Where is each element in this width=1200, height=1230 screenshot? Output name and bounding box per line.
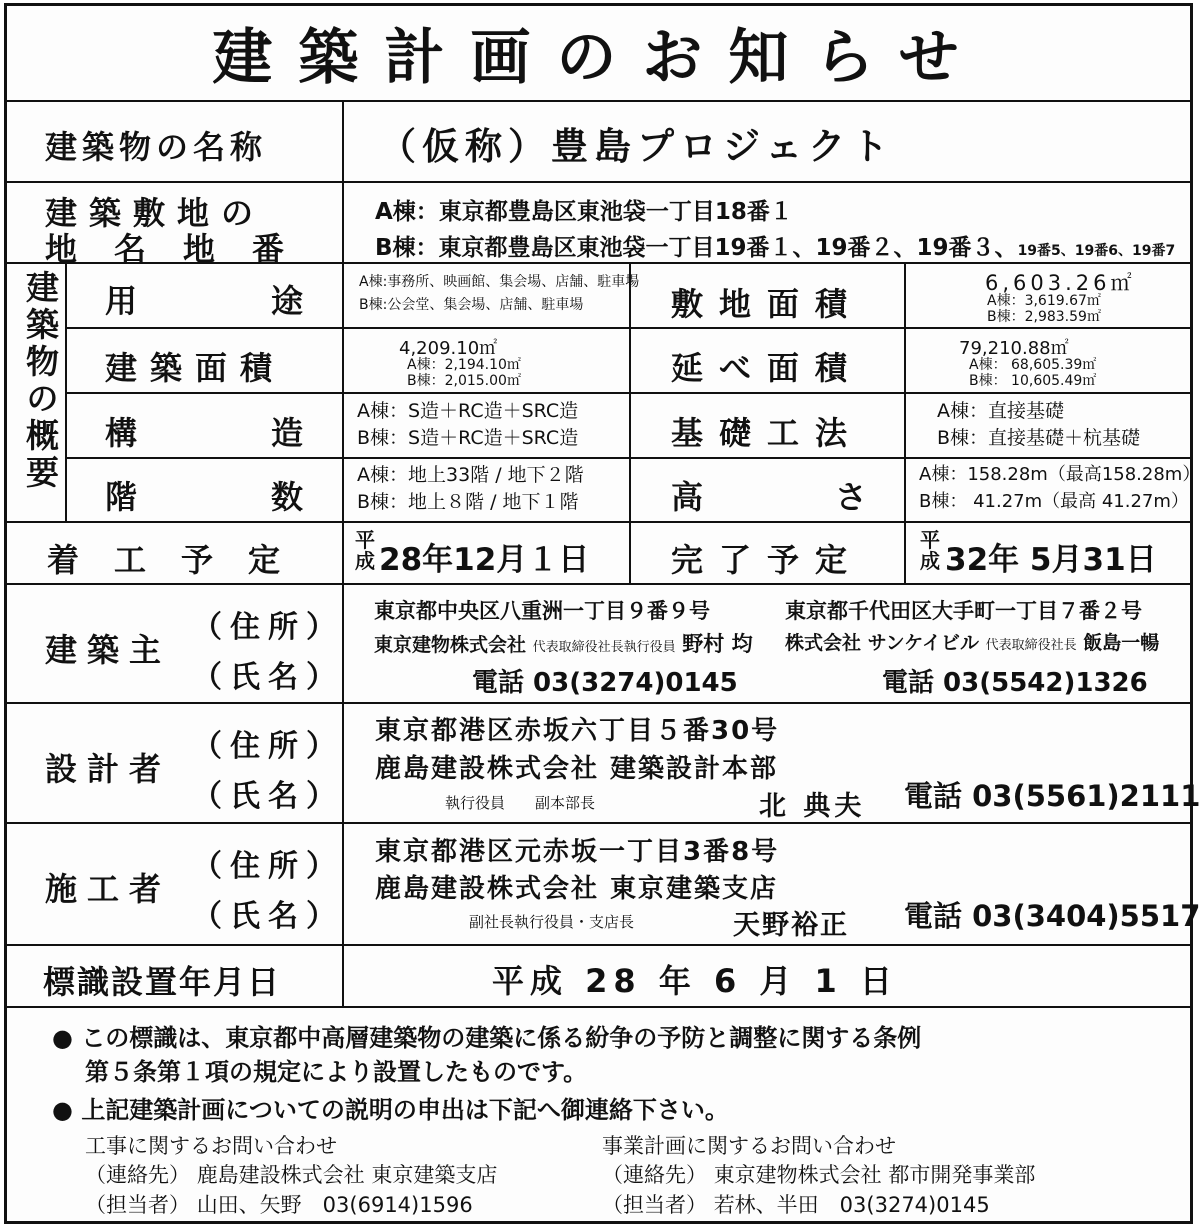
floors-a: A棟：地上33階 / 地下２階 (357, 464, 584, 486)
designer-company: 鹿島建設株式会社 建築設計本部 (375, 754, 779, 784)
site-area-b: B棟：2,983.59㎡ (987, 309, 1101, 325)
building-area-total: 4,209.10㎡ (399, 338, 498, 359)
start-date: 28年12月１日 (379, 542, 590, 578)
label-char: 数 (270, 478, 303, 516)
rule (7, 702, 1190, 704)
construction-inquiry-heading: 工事に関するお問い合わせ (85, 1134, 337, 1158)
construction-person-value: 山田、矢野 03(6914)1596 (196, 1193, 473, 1217)
site-address-label-2: 地名地番 (45, 230, 322, 268)
rule (65, 327, 1190, 329)
rule (7, 521, 1190, 523)
designer-label: 設計者 (45, 750, 172, 788)
owner2-identity (785, 628, 1159, 655)
note1-line2: 第５条第１項の規定により設置したものです。 (85, 1058, 588, 1086)
owner1-name: 野村 均 (682, 632, 753, 656)
rule (629, 262, 631, 583)
use-label (105, 276, 303, 322)
start-era: 平成 (355, 528, 375, 573)
foundation-label: 基礎工法 (671, 414, 864, 452)
note2 (52, 1090, 729, 1125)
site-address-a-prefix: A棟： (375, 199, 439, 225)
structure-label (105, 408, 303, 454)
contractor-phone: 電話 03(3404)5517 (904, 899, 1200, 933)
construction-person (85, 1189, 473, 1219)
site-address-label-1: 建築敷地の (45, 194, 266, 232)
label-char: さ (834, 478, 867, 516)
site-address-a (375, 193, 793, 226)
floor-area-b: B棟： 10,605.49㎡ (969, 373, 1097, 389)
rule (65, 262, 67, 521)
completion-label: 完了予定 (671, 541, 864, 579)
designer-address-label: （住所） (192, 729, 344, 764)
owner-name-label: （氏名） (192, 660, 344, 695)
floors-b: B棟：地上８階 / 地下１階 (357, 491, 579, 513)
building-name-value: （仮称）豊島プロジェクト (379, 125, 895, 168)
building-area-b: B棟：2,015.00㎡ (407, 373, 521, 389)
rule (7, 100, 1190, 102)
designer-phone: 電話 03(5561)2111 (904, 779, 1200, 813)
construction-contact-label: （連絡先） (85, 1163, 190, 1187)
contractor-address: 東京都港区元赤坂一丁目3番8号 (375, 837, 780, 867)
overview-label: 建築物の概要 (21, 270, 60, 492)
rule (7, 181, 1190, 183)
construction-contact (85, 1159, 497, 1189)
label-char: 階 (105, 478, 138, 516)
use-a: A棟:事務所、映画館、集会場、店舗、駐車場 (359, 274, 640, 290)
foundation-a: A棟：直接基礎 (937, 400, 1064, 422)
owner2-address: 東京都千代田区大手町一丁目７番２号 (785, 599, 1142, 623)
label-char: 高 (671, 478, 704, 516)
rule (65, 457, 1190, 459)
floor-area-label: 延べ面積 (671, 349, 864, 387)
owner2-name: 飯島一暢 (1083, 632, 1160, 654)
designer-name: 北 典夫 (759, 791, 866, 822)
site-area-a: A棟：3,619.67㎡ (987, 293, 1101, 309)
business-person-label: （担当者） (602, 1193, 707, 1217)
rule (65, 392, 1190, 394)
contractor-address-label: （住所） (192, 849, 344, 884)
business-inquiry-heading: 事業計画に関するお問い合わせ (602, 1134, 896, 1158)
owner1-company: 東京建物株式会社 (374, 634, 527, 656)
building-name-label: 建築物の名称 (45, 128, 268, 166)
use-b: B棟:公会堂、集会場、店舗、駐車場 (359, 297, 584, 313)
contractor-label: 施工者 (45, 870, 172, 908)
business-contact-value: 東京建物株式会社 都市開発事業部 (713, 1163, 1036, 1187)
height-label (671, 472, 867, 518)
site-address-b (375, 229, 1175, 262)
floors-label (105, 472, 303, 518)
owner-label: 建築主 (45, 631, 172, 669)
site-area-total: 6,603.26㎡ (985, 271, 1136, 295)
designer-address: 東京都港区赤坂六丁目５番30号 (375, 716, 780, 746)
construction-person-label: （担当者） (85, 1193, 190, 1217)
contractor-title: 副社長執行役員・支店長 (469, 913, 635, 931)
note1-text: この標識は、東京都中高層建築物の建築に係る紛争の予防と調整に関する条例 (81, 1024, 922, 1052)
owner1-address: 東京都中央区八重洲一丁目９番９号 (374, 599, 710, 623)
note2-bullet: ● (52, 1096, 73, 1124)
business-contact (602, 1159, 1035, 1189)
rule (904, 262, 906, 583)
owner2-company: 株式会社 サンケイビル (785, 632, 979, 654)
note1-bullet: ● (52, 1024, 73, 1052)
floor-area-a: A棟： 68,605.39㎡ (969, 357, 1097, 373)
owner2-phone: 電話 03(5542)1326 (882, 668, 1148, 698)
designer-title: 執行役員 副本部長 (445, 794, 596, 812)
rule (7, 822, 1190, 824)
structure-a: A棟：S造＋RC造＋SRC造 (357, 400, 579, 422)
site-address-b-value: 東京都豊島区東池袋一丁目19番１、19番２、19番３、 (438, 235, 1018, 261)
building-area-label: 建築面積 (105, 349, 286, 387)
owner1-identity (374, 628, 753, 658)
business-person (602, 1189, 990, 1219)
contractor-name: 天野裕正 (733, 910, 849, 941)
contractor-company: 鹿島建設株式会社 東京建築支店 (375, 874, 779, 904)
start-label: 着工予定 (47, 541, 316, 579)
designer-name-label: （氏名） (192, 779, 344, 814)
sign-date-value: 平成 28 年 6 月 1 日 (492, 962, 898, 1000)
construction-contact-value: 鹿島建設株式会社 東京建築支店 (196, 1163, 498, 1187)
sign-date-label: 標識設置年月日 (43, 963, 282, 1001)
notice-board (4, 3, 1200, 1224)
owner1-title: 代表取締役社長執行役員 (532, 640, 676, 655)
owner2-title: 代表取締役社長 (985, 638, 1077, 653)
height-a: A棟：158.28m（最高158.28m） (919, 464, 1200, 485)
notice-title: 建築計画のお知らせ (212, 23, 985, 93)
business-person-value: 若林、半田 03(3274)0145 (713, 1193, 990, 1217)
floor-area-total: 79,210.88㎡ (959, 338, 1069, 359)
foundation-b: B棟：直接基礎＋杭基礎 (937, 427, 1141, 449)
site-address-b-small: 19番5、19番6、19番7 (1017, 243, 1176, 259)
rule (7, 944, 1190, 946)
note2-text: 上記建築計画についての説明の申出は下記へ御連絡下さい。 (81, 1096, 729, 1124)
owner1-phone: 電話 03(3274)0145 (472, 668, 738, 698)
label-char: 構 (105, 414, 138, 452)
label-char: 途 (270, 282, 303, 320)
note1-line1 (52, 1018, 921, 1053)
business-contact-label: （連絡先） (602, 1163, 707, 1187)
label-char: 造 (270, 414, 303, 452)
label-char: 用 (105, 282, 138, 320)
site-address-a-value: 東京都豊島区東池袋一丁目18番１ (438, 199, 793, 225)
rule (7, 1006, 1190, 1008)
rule (7, 583, 1190, 585)
owner-address-label: （住所） (192, 610, 344, 645)
completion-era: 平成 (920, 528, 940, 573)
site-area-label: 敷地面積 (671, 285, 864, 323)
site-address-b-prefix: B棟： (375, 235, 439, 261)
structure-b: B棟：S造＋RC造＋SRC造 (357, 427, 579, 449)
building-area-a: A棟：2,194.10㎡ (407, 357, 521, 373)
height-b: B棟： 41.27m（最高 41.27m） (919, 491, 1189, 512)
contractor-name-label: （氏名） (192, 899, 344, 934)
completion-date: 32年 5月31日 (945, 542, 1157, 578)
